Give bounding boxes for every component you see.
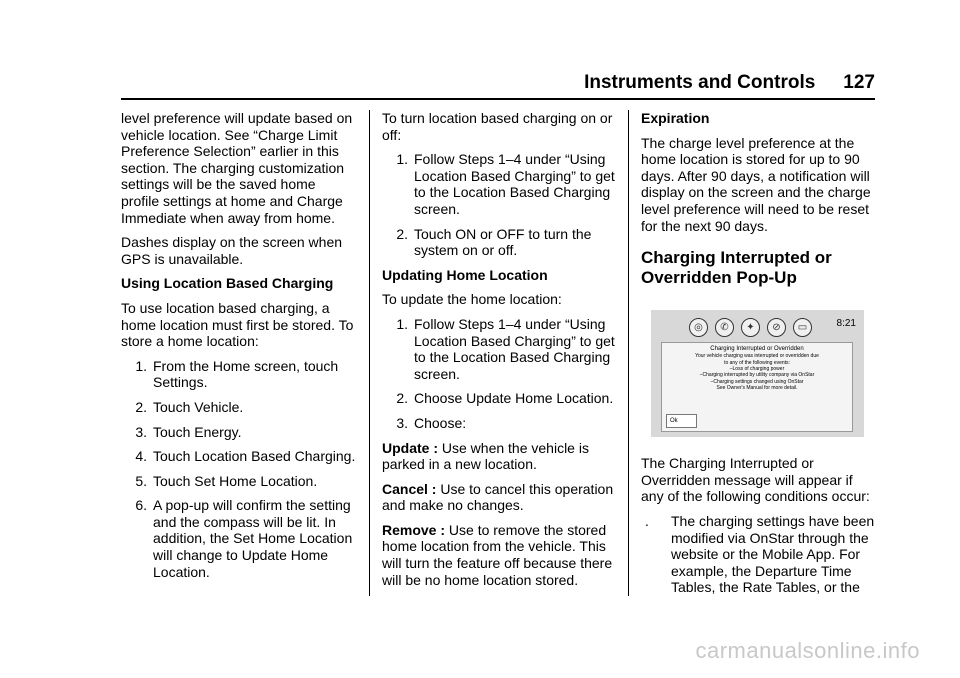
dialog-line: –Charging interrupted by utility company via OnStar: [699, 372, 815, 379]
list-item: 2. Touch ON or OFF to turn the system on or off.: [396, 225, 592, 259]
paragraph: The Charging Interrupted or Overridden message will appear if any of the following conditions occur:: [641, 455, 870, 505]
climate-icon: ⊘: [767, 318, 786, 337]
steps-list: [382, 316, 618, 432]
ok-button[interactable]: Ok: [666, 414, 697, 428]
page-header: [584, 72, 875, 94]
subheading: Updating Home Location: [382, 266, 548, 283]
paragraph: The charge level preference at the home location is stored for up to 90 days. After 90 days, a notification will display on the screen and the charge level preference will need to be reset for the next 90 days.: [641, 134, 871, 234]
definition: Remove : Use to remove the stored home location from the vehicle. This will turn the feature off because there will be no home location stored.: [382, 521, 613, 588]
list-item: 6. A pop-up will confirm the setting and the compass will be lit. In addition, the Set Home Location will change to Update Home Location.: [135, 497, 353, 580]
paragraph: Dashes display on the screen when GPS is unavailable.: [121, 234, 343, 267]
list-item: 3. Choose:: [396, 414, 467, 431]
home-icon: ◎: [689, 318, 708, 337]
clock: 8:21: [836, 318, 856, 330]
subheading: Using Location Based Charging: [121, 275, 334, 292]
navigation-icon: ✦: [741, 318, 760, 337]
column-1: [121, 110, 357, 588]
dialog-line: to any of the following events:: [724, 359, 790, 366]
paragraph: level preference will update based on vehicle location. See “Charge Limit Preference Selection” earlier in this section. The charging customization settings will be the saved home profile settings at home and Charge Immediate when away from home.: [121, 110, 353, 226]
list-item: 1. Follow Steps 1–4 under “Using Location Based Charging” to get to the Location Based Charging screen.: [396, 151, 615, 217]
definition: Update : Use when the vehicle is parked in a new location.: [382, 439, 589, 473]
bullet-list: [641, 513, 877, 596]
section-title: Instruments and Controls: [584, 72, 816, 93]
section-heading: Charging Interrupted or Overridden Pop-Up: [641, 248, 832, 288]
steps-list: [382, 151, 618, 259]
column-2: [382, 110, 618, 596]
column-divider: [369, 110, 370, 596]
phone-icon: ✆: [715, 318, 734, 337]
subheading: Expiration: [641, 110, 710, 126]
paragraph: To use location based charging, a home location must first be stored. To store a home location:: [121, 299, 354, 350]
dialog-line: See Owner's Manual for more detail.: [716, 385, 798, 392]
dialog-title: Charging Interrupted or Overridden: [710, 346, 804, 353]
list-item: 5. Touch Set Home Location.: [135, 472, 318, 489]
header-rule: [121, 98, 875, 100]
popup-dialog: [661, 342, 853, 432]
dialog-line: Your vehicle charging was interrupted or overridden due: [695, 353, 819, 360]
steps-list: [121, 358, 357, 581]
paragraph: To turn location based charging on or off:: [382, 110, 613, 143]
paragraph: To update the home location:: [382, 291, 562, 308]
energy-icon: ▭: [793, 318, 812, 337]
list-item: 1. Follow Steps 1–4 under “Using Location Based Charging” to get to the Location Based Charging screen.: [396, 315, 615, 382]
list-item: 4. Touch Location Based Charging.: [135, 448, 356, 465]
dialog-line: –Charging settings changed using OnStar: [710, 378, 804, 385]
column-3: [641, 110, 877, 596]
list-item: 3. Touch Energy.: [135, 423, 242, 440]
definition: Cancel : Use to cancel this operation and make no changes.: [382, 480, 614, 514]
list-item: 2. Choose Update Home Location.: [396, 390, 614, 407]
column-divider: [628, 110, 629, 596]
watermark: carmanualsonline.info: [695, 638, 920, 663]
list-item: 1. From the Home screen, touch Settings.: [135, 357, 339, 391]
popup-screenshot: [651, 310, 864, 437]
page-number: 127: [843, 72, 875, 93]
dialog-line: –Loss of charging power: [729, 365, 785, 372]
list-item: . The charging settings have been modified via OnStar through the website or the Mobile App. For example, the Departure Time Tables, the Rate Tables, or the: [645, 512, 875, 596]
list-item: 2. Touch Vehicle.: [135, 398, 244, 415]
